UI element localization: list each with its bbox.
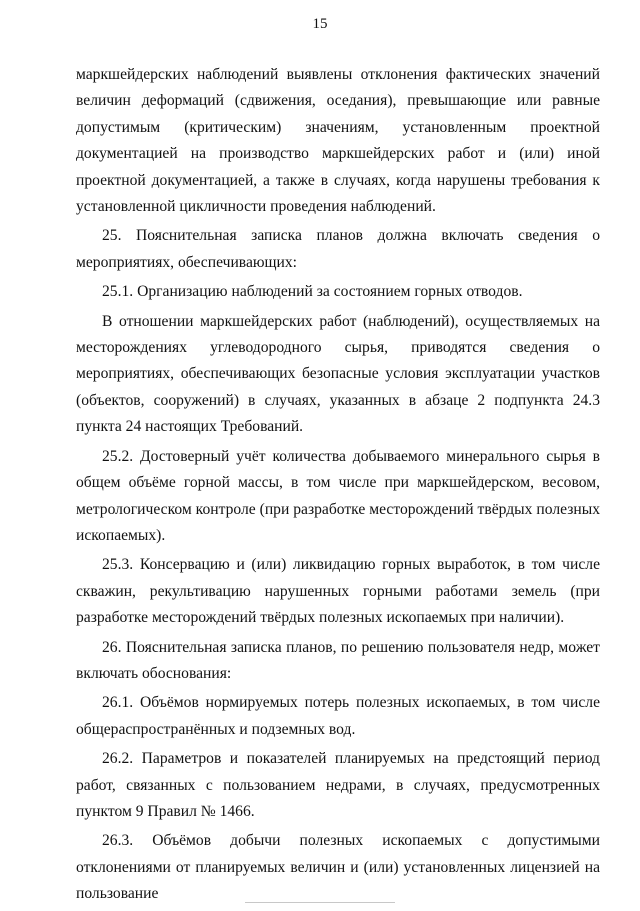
paragraph-item-26-2: 26.2. Параметров и показателей планируемых на предстоящий период работ, связанных с пользованием недрами, в случаях, предусмотренных пунктом 9 Правил № 1466. — [76, 750, 600, 820]
paragraph-item-26: 26. Пояснительная записка планов, по решению пользователя недр, может включать обоснования: — [76, 638, 600, 682]
paragraph-item-26-1: 26.1. Объёмов нормируемых потерь полезных ископаемых, в том числе общераспространённых и подземных вод. — [76, 694, 600, 738]
paragraph-hydrocarbon-note: В отношении маркшейдерских работ (наблюдений), осуществляемых на месторождениях углеводородного сырья, приводятся сведения о мероприятиях, обеспечивающих безопасные условия эксплуатации участков (объектов, сооружений) в случаях, указанных в абзаце 2 подпункта 24.3 пункта 24 настоящих Требований. — [76, 312, 600, 436]
paragraph-item-26-3: 26.3. Объёмов добычи полезных ископаемых с допустимыми отклонениями от планируемых величин и (или) установленных лицензией на пользование — [76, 832, 600, 903]
scan-edge-line — [245, 902, 395, 903]
paragraph-item-25-2: 25.2. Достоверный учёт количества добываемого минерального сырья в общем объёме горной массы, в том числе при маркшейдерском, весовом, метрологическом контроле (при разработке месторождений твёрдых полезных ископаемых). — [76, 447, 600, 544]
page-number: 15 — [312, 16, 328, 32]
paragraph-continuation: маркшейдерских наблюдений выявлены отклонения фактических значений величин деформаций (сдвижения, оседания), превышающие или равные допустимым (критическим) значениям, установленным проектной документацией на производство маркшейдерских работ и (или) иной проектной документацией, а также в случаях, когда нарушены требования к установленной цикличности проведения наблюдений. — [76, 66, 600, 216]
document-body — [76, 62, 600, 911]
paragraph-item-25-1: 25.1. Организацию наблюдений за состоянием горных отводов. — [102, 283, 523, 301]
paragraph-item-25-3: 25.3. Консервацию и (или) ликвидацию горных выработок, в том числе скважин, рекультивацию нарушенных горными работами земель (при разработке месторождений твёрдых полезных ископаемых при наличии). — [76, 556, 600, 627]
paragraph-item-25: 25. Пояснительная записка планов должна включать сведения о мероприятиях, обеспечивающих: — [76, 227, 600, 271]
